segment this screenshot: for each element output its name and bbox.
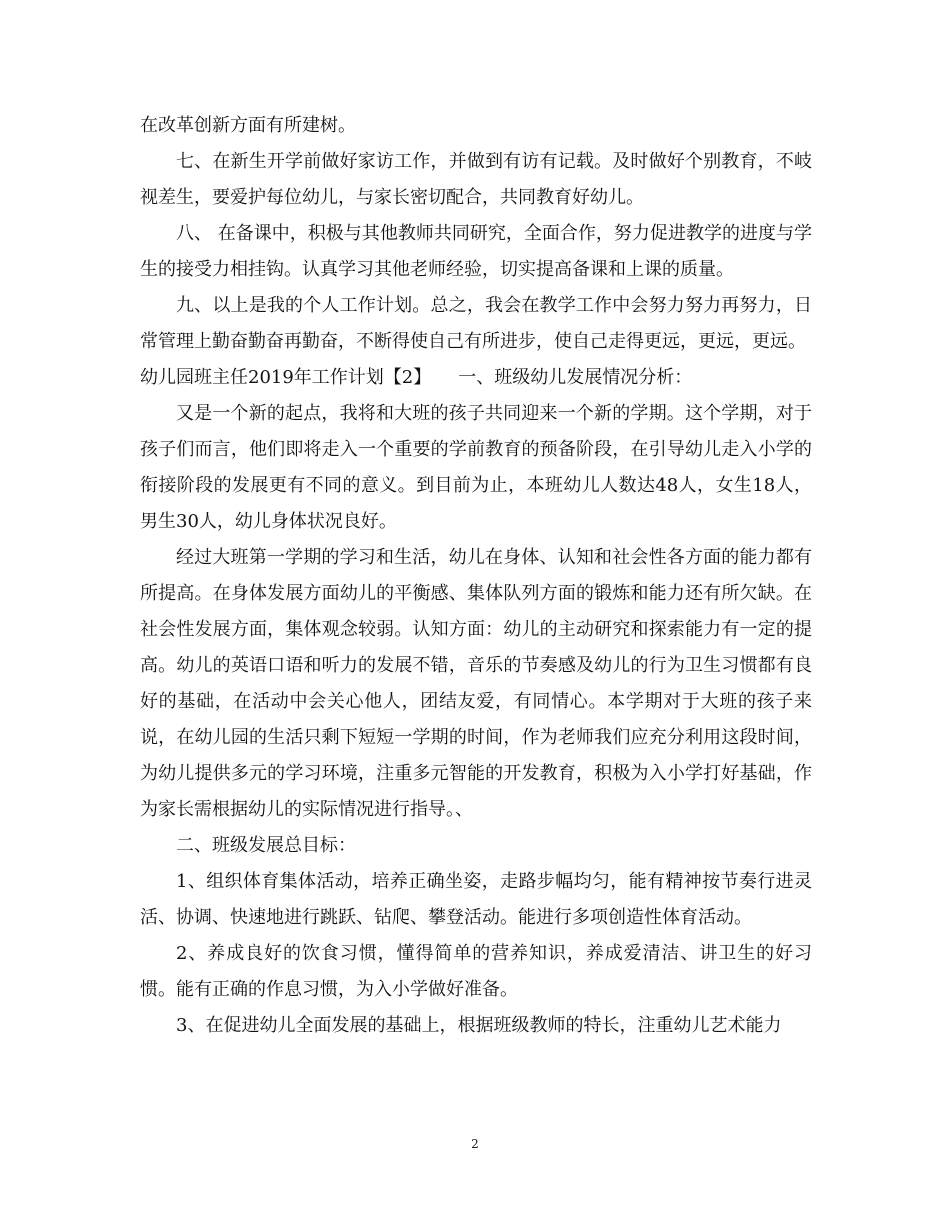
paragraph-goal-2: 2、养成良好的饮食习惯，懂得简单的营养知识，养成爱清洁、讲卫生的好习惯。能有正确的作息习惯，为入小学做好准备。 bbox=[140, 943, 812, 1000]
paragraph-item-8: 八、 在备课中，积极与其他教师共同研究，全面合作，努力促进教学的进度与学生的接受力相挂钩。认真学习其他老师经验，切实提高备课和上课的质量。 bbox=[140, 223, 812, 280]
document-body bbox=[140, 108, 812, 1044]
page-number: 2 bbox=[471, 1137, 479, 1151]
paragraph-item-7: 七、在新生开学前做好家访工作，并做到有访有记载。及时做好个别教育，不岐视差生，要爱护每位幼儿，与家长密切配合，共同教育好幼儿。 bbox=[140, 151, 812, 208]
paragraph-goals-heading: 二、班级发展总目标： bbox=[176, 835, 356, 856]
paragraph-analysis: 经过大班第一学期的学习和生活，幼儿在身体、认知和社会性各方面的能力都有所提高。在身体发展方面幼儿的平衡感、集体队列方面的锻炼和能力还有所欠缺。在社会性发展方面，集体观念较弱。认知方面：幼儿的主动研究和探索能力有一定的提高。幼儿的英语口语和听力的发展不错，音乐的节奏感及幼儿的行为卫生习惯都有良好的基础，在活动中会关心他人，团结友爱，有同情心。本学期对于大班的孩子来说，在幼儿园的生活只剩下短短一学期的时间，作为老师我们应充分利用这段时间，为幼儿提供多元的学习环境，注重多元智能的开发教育，积极为入小学打好基础，作为家长需根据幼儿的实际情况进行指导。、 bbox=[140, 547, 812, 820]
paragraph-new-term: 又是一个新的起点，我将和大班的孩子共同迎来一个新的学期。这个学期，对于孩子们而言，他们即将走入一个重要的学前教育的预备阶段，在引导幼儿走入小学的衔接阶段的发展更有不同的意义。到目前为止，本班幼儿人数达48人，女生18人，男生30人，幼儿身体状况良好。 bbox=[140, 403, 812, 532]
paragraph-goal-1: 1、组织体育集体活动，培养正确坐姿，走路步幅均匀，能有精神按节奏行进灵活、协调、快速地进行跳跃、钻爬、攀登活动。能进行多项创造性体育活动。 bbox=[140, 871, 812, 928]
section-heading: 幼儿园班主任2019年工作计划【2】 一、班级幼儿发展情况分析： bbox=[140, 367, 693, 388]
paragraph-item-9: 九、以上是我的个人工作计划。总之，我会在教学工作中会努力努力再努力，日常管理上勤奋勤奋再勤奋，不断得使自己有所进步，使自己走得更远，更远，更远。 bbox=[140, 295, 812, 352]
paragraph-goal-3: 3、在促进幼儿全面发展的基础上，根据班级教师的特长，注重幼儿艺术能力 bbox=[176, 1015, 782, 1036]
paragraph-continuation: 在改革创新方面有所建树。 bbox=[140, 115, 356, 136]
